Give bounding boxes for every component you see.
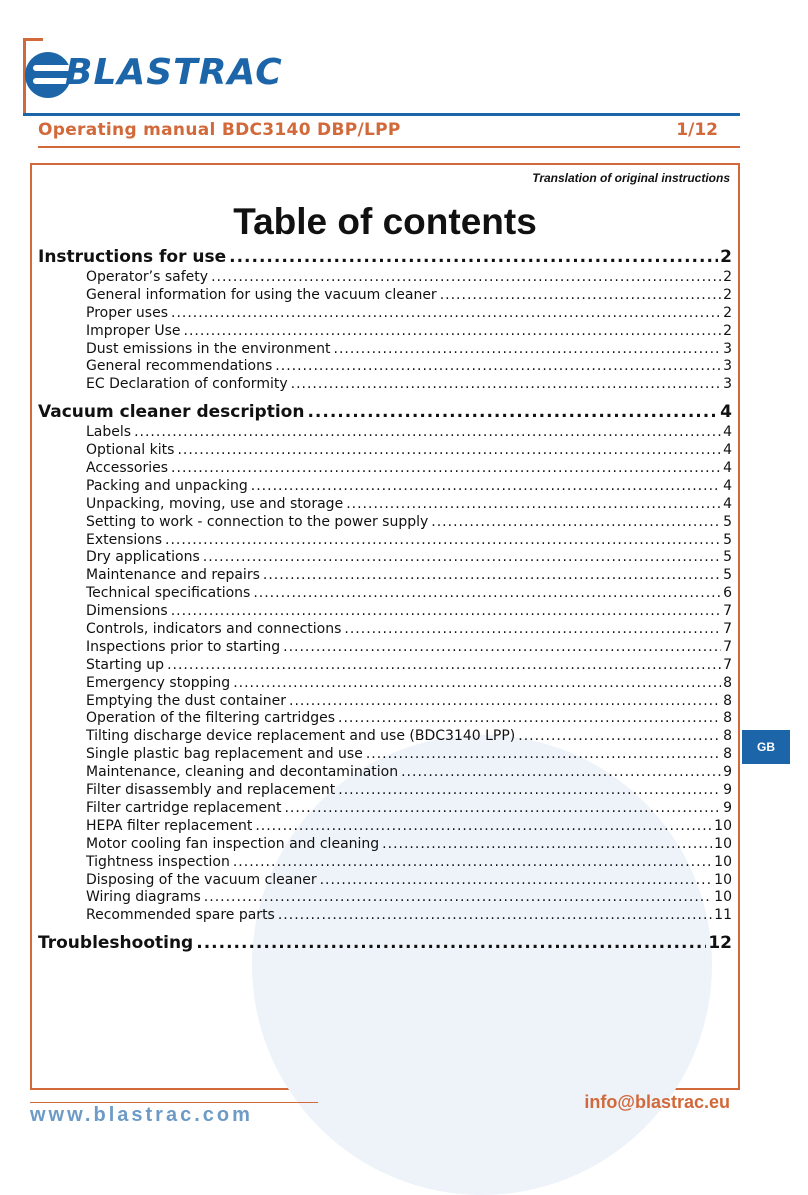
dot-leader	[338, 710, 721, 728]
toc-entry-page: 4	[723, 495, 732, 512]
dot-leader	[204, 889, 712, 907]
dot-leader	[263, 567, 721, 585]
toc-section-label: Troubleshooting	[38, 933, 194, 954]
toc-entry[interactable]	[38, 639, 732, 657]
toc-entry[interactable]	[38, 675, 732, 693]
toc-section-page: 12	[708, 933, 732, 954]
toc-entry-page: 5	[723, 531, 732, 548]
toc-entry[interactable]	[38, 603, 732, 621]
dot-leader	[366, 746, 721, 764]
toc-entry-label: Tilting discharge device replacement and use (BDC3140 LPP)	[86, 728, 516, 745]
toc-entry-page: 2	[723, 322, 732, 339]
toc-entry-page: 3	[723, 340, 732, 357]
toc-entry[interactable]	[38, 305, 732, 323]
toc-entry-label: Operator’s safety	[86, 269, 209, 285]
toc-entry[interactable]	[38, 478, 732, 496]
toc-entry-label: Setting to work - connection to the power supply	[86, 513, 429, 530]
toc-entry-label: Operation of the filtering cartridges	[86, 710, 336, 727]
toc-entry[interactable]	[38, 496, 732, 514]
toc-entry-page: 4	[723, 424, 732, 441]
toc-entry[interactable]	[38, 514, 732, 532]
toc-entry[interactable]	[38, 585, 732, 603]
toc-entry-page: 2	[723, 286, 732, 303]
toc-entry[interactable]	[38, 728, 732, 746]
toc-entry-label: Dimensions	[86, 603, 168, 620]
toc-entry-label: Improper Use	[86, 322, 181, 339]
dot-leader	[165, 532, 721, 550]
toc-entry-label: HEPA filter replacement	[86, 817, 253, 834]
dot-leader	[233, 675, 721, 693]
toc-entry[interactable]	[38, 872, 732, 890]
dot-leader	[291, 376, 721, 394]
dot-leader	[338, 782, 721, 800]
toc-entry-page: 2	[723, 269, 732, 285]
toc-entry[interactable]	[38, 460, 732, 478]
logo-text: BLASTRAC	[65, 52, 283, 93]
toc-entry[interactable]	[38, 532, 732, 550]
toc-entry-page: 11	[714, 907, 732, 924]
toc-entry[interactable]	[38, 657, 732, 675]
dot-leader	[275, 358, 721, 376]
language-tab-gb[interactable]: GB	[742, 730, 790, 764]
toc-entry-label: Recommended spare parts	[86, 907, 275, 924]
toc-entry[interactable]	[38, 567, 732, 585]
toc-section-page: 4	[720, 402, 732, 423]
table-of-contents	[38, 245, 732, 955]
toc-entry-label: Maintenance and repairs	[86, 567, 260, 584]
toc-entry[interactable]	[38, 782, 732, 800]
toc-entry-page: 7	[723, 621, 732, 638]
dot-leader	[134, 424, 721, 442]
toc-entry-page: 9	[723, 764, 732, 781]
toc-entry-label: Disposing of the vacuum cleaner	[86, 871, 317, 888]
dot-leader	[253, 585, 721, 603]
toc-entry-label: Filter disassembly and replacement	[86, 782, 336, 799]
toc-entry-page: 10	[714, 889, 732, 906]
toc-entry-page: 2	[723, 304, 732, 321]
toc-entry-label: General recommendations	[86, 358, 273, 375]
toc-entry-label: Single plastic bag replacement and use	[86, 746, 363, 763]
toc-entry-page: 10	[714, 871, 732, 888]
toc-entry-page: 7	[723, 656, 732, 673]
dot-leader	[184, 323, 722, 341]
content-frame	[30, 163, 740, 1090]
dot-leader	[229, 245, 718, 269]
toc-entry-page: 10	[714, 835, 732, 852]
toc-entry[interactable]	[38, 621, 732, 639]
dot-leader	[284, 800, 721, 818]
dot-leader	[283, 639, 721, 657]
toc-entry-page: 9	[723, 782, 732, 799]
toc-entry[interactable]	[38, 287, 732, 305]
toc-entry[interactable]	[38, 358, 732, 376]
toc-section[interactable]	[38, 400, 732, 424]
toc-entry[interactable]	[38, 693, 732, 711]
toc-entry-label: Controls, indicators and connections	[86, 621, 342, 638]
dot-leader	[171, 603, 721, 621]
toc-entry-page: 6	[723, 585, 732, 602]
toc-entry-page: 4	[723, 460, 732, 477]
toc-entry-label: Accessories	[86, 460, 169, 477]
toc-entry-label: Maintenance, cleaning and decontamination	[86, 764, 399, 781]
dot-leader	[334, 341, 722, 359]
header-divider	[23, 113, 740, 116]
toc-entry[interactable]	[38, 269, 732, 287]
dot-leader	[278, 907, 712, 925]
toc-entry[interactable]	[38, 818, 732, 836]
toc-entry-page: 5	[723, 567, 732, 584]
toc-section-page: 2	[720, 247, 732, 267]
dot-leader	[196, 931, 706, 955]
header-underline	[38, 146, 740, 148]
dot-leader	[171, 305, 721, 323]
toc-entry-page: 8	[723, 692, 732, 709]
toc-entry-label: Packing and unpacking	[86, 477, 248, 494]
translation-note: Translation of original instructions	[532, 171, 730, 185]
dot-leader	[177, 442, 721, 460]
toc-entry-label: Dust emissions in the environment	[86, 340, 331, 357]
toc-entry-page: 10	[714, 817, 732, 834]
toc-entry-label: Dry applications	[86, 549, 200, 566]
dot-leader	[211, 269, 721, 287]
toc-entry-page: 10	[714, 853, 732, 870]
toc-entry[interactable]	[38, 424, 732, 442]
dot-leader	[307, 400, 718, 424]
dot-leader	[251, 478, 721, 496]
toc-entry-label: Tightness inspection	[86, 853, 230, 870]
dot-leader	[320, 872, 713, 890]
toc-entry-page: 4	[723, 477, 732, 494]
toc-entry-page: 9	[723, 799, 732, 816]
dot-leader	[431, 514, 721, 532]
toc-entry-page: 8	[723, 746, 732, 763]
toc-entry[interactable]	[38, 323, 732, 341]
toc-entry[interactable]	[38, 549, 732, 567]
toc-entry-label: Optional kits	[86, 442, 175, 459]
toc-entry-page: 8	[723, 674, 732, 691]
manual-title: Operating manual BDC3140 DBP/LPP	[38, 120, 401, 140]
contact-email[interactable]: info@blastrac.eu	[584, 1092, 730, 1112]
toc-entry-page: 7	[723, 638, 732, 655]
toc-entry[interactable]	[38, 854, 732, 872]
toc-entry-label: Technical specifications	[86, 585, 251, 602]
toc-entry[interactable]	[38, 376, 732, 394]
toc-entry[interactable]	[38, 746, 732, 764]
dot-leader	[518, 728, 721, 746]
toc-entry-label: Proper uses	[86, 304, 168, 321]
footer-divider	[30, 1102, 318, 1103]
dot-leader	[440, 287, 721, 305]
toc-entry-label: Inspections prior to starting	[86, 638, 281, 655]
toc-entry-page: 5	[723, 549, 732, 566]
toc-entry[interactable]	[38, 764, 732, 782]
dot-leader	[401, 764, 721, 782]
toc-section-label: Vacuum cleaner description	[38, 402, 305, 423]
toc-entry-page: 3	[723, 376, 732, 393]
toc-entry-page: 8	[723, 710, 732, 727]
toc-entry-page: 5	[723, 513, 732, 530]
dot-leader	[344, 621, 721, 639]
toc-section-label: Instructions for use	[38, 247, 227, 267]
page-title: Table of contents	[233, 201, 537, 242]
toc-entry[interactable]	[38, 889, 732, 907]
dot-leader	[382, 836, 712, 854]
dot-leader	[171, 460, 721, 478]
toc-entry-label: Emergency stopping	[86, 674, 231, 691]
toc-entry-label: EC Declaration of conformity	[86, 376, 288, 393]
toc-entry-page: 7	[723, 603, 732, 620]
toc-entry[interactable]	[38, 907, 732, 925]
toc-entry-label: Unpacking, moving, use and storage	[86, 495, 344, 512]
dot-leader	[289, 693, 721, 711]
toc-entry[interactable]	[38, 836, 732, 854]
toc-entry[interactable]	[38, 442, 732, 460]
toc-entry-page: 3	[723, 358, 732, 375]
toc-entry[interactable]	[38, 800, 732, 818]
toc-entry[interactable]	[38, 710, 732, 728]
page-number: 1/12	[676, 120, 718, 140]
dot-leader	[346, 496, 721, 514]
website-link[interactable]: www.blastrac.com	[30, 1104, 253, 1126]
dot-leader	[255, 818, 712, 836]
page-header	[38, 120, 718, 144]
dot-leader	[167, 657, 721, 675]
toc-entry-label: General information for using the vacuum cleaner	[86, 286, 437, 303]
toc-section[interactable]	[38, 245, 732, 269]
toc-entry[interactable]	[38, 341, 732, 359]
dot-leader	[233, 854, 712, 872]
toc-entry-page: 4	[723, 442, 732, 459]
toc-entry-label: Wiring diagrams	[86, 889, 201, 906]
dot-leader	[203, 549, 721, 567]
toc-entry-label: Emptying the dust container	[86, 692, 286, 709]
toc-section[interactable]	[38, 931, 732, 955]
toc-entry-label: Motor cooling fan inspection and cleaning	[86, 835, 380, 852]
toc-entry-label: Starting up	[86, 656, 165, 673]
toc-entry-label: Filter cartridge replacement	[86, 799, 282, 816]
toc-entry-page: 8	[723, 728, 732, 745]
toc-entry-label: Labels	[86, 424, 132, 441]
toc-entry-label: Extensions	[86, 531, 163, 548]
